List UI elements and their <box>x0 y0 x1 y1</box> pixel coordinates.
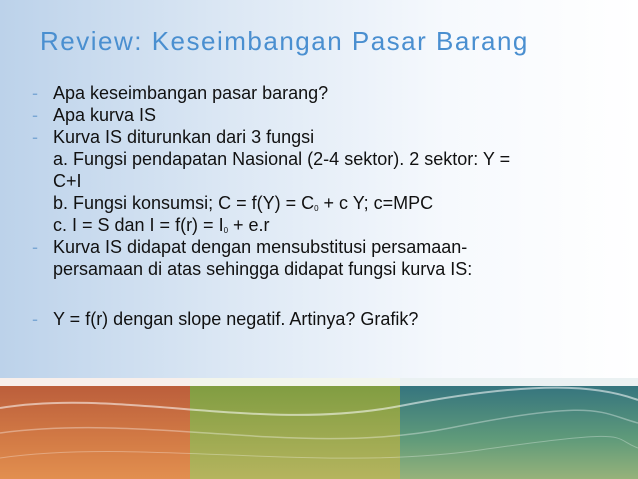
slide-title: Review: Keseimbangan Pasar Barang <box>40 26 529 56</box>
sub-item-c-prefix: c. I = S dan I = f(r) = I <box>53 215 224 235</box>
bullet-item <box>32 82 622 104</box>
sub-item-b-prefix: b. Fungsi konsumsi; C = f(Y) = C <box>53 193 315 213</box>
sub-item-a-line1: a. Fungsi pendapatan Nasional (2-4 sektor). 2 sektor: Y = <box>53 149 511 169</box>
sub-item-a <box>32 148 622 170</box>
band-top-stripe <box>0 378 638 386</box>
swirl-decoration <box>0 378 638 479</box>
sub-item-c <box>32 214 622 236</box>
bullet-text: Kurva IS diturunkan dari 3 fungsi <box>53 127 315 147</box>
bullet-marker: - <box>32 309 38 329</box>
bullet-text: persamaan di atas sehingga didapat fungsi kurva IS: <box>53 259 473 279</box>
footer-decoration <box>0 378 638 479</box>
bullet-text: Apa keseimbangan pasar barang? <box>53 83 329 103</box>
sub-item-c-suffix: + e.r <box>228 215 270 235</box>
sub-item-b <box>32 192 622 214</box>
bullet-item <box>32 236 622 258</box>
bullet-marker: - <box>32 105 38 125</box>
sub-item-b-suffix: + c Y; c=MPC <box>318 193 434 213</box>
bullet-item-cont <box>32 258 622 280</box>
sub-item-b-subscript: 0 <box>314 204 319 213</box>
bullet-item <box>32 308 622 330</box>
spacer <box>32 280 622 308</box>
bullet-text: Apa kurva IS <box>53 105 157 125</box>
bullet-item <box>32 104 622 126</box>
sub-item-c-subscript: 0 <box>223 226 229 235</box>
bullet-marker: - <box>32 127 38 147</box>
bullet-text: Y = f(r) dengan slope negatif. Artinya? Grafik? <box>53 309 419 329</box>
sub-item-a-cont <box>32 170 622 192</box>
slide-content <box>32 82 622 330</box>
sub-item-a-line2: C+I <box>53 171 82 191</box>
bullet-marker: - <box>32 237 38 257</box>
bullet-marker: - <box>32 83 38 103</box>
bullet-item <box>32 126 622 148</box>
bullet-text: Kurva IS didapat dengan mensubstitusi persamaan- <box>53 237 468 257</box>
